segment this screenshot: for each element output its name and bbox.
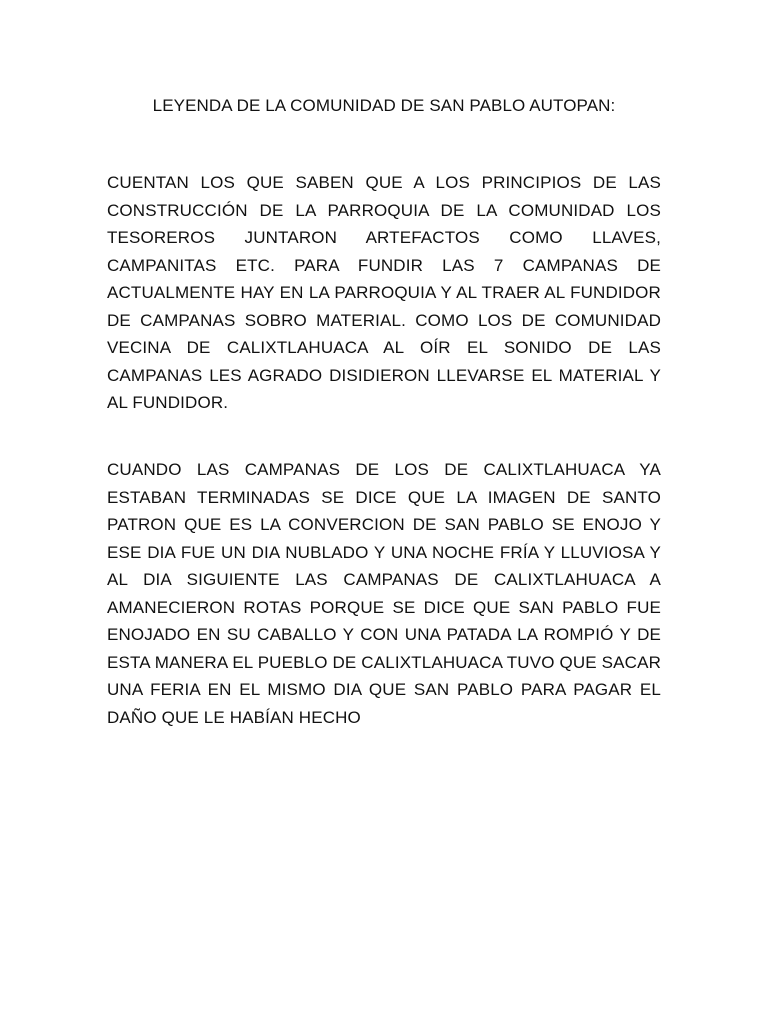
document-title: LEYENDA DE LA COMUNIDAD DE SAN PABLO AUTOPAN: bbox=[152, 96, 616, 115]
paragraph-1: CUENTAN LOS QUE SABEN QUE A LOS PRINCIPIOS DE LAS CONSTRUCCIÓN DE LA PARROQUIA DE LA COMUNIDAD LOS TESOREROS JUNTARON ARTEFACTOS COMO LLAVES, CAMPANITAS ETC. PARA FUNDIR LAS 7 CAMPANAS DE ACTUALMENTE HAY EN LA PARROQUIA Y AL TRAER AL FUNDIDOR DE CAMPANAS SOBRO MATERIAL. COMO LOS DE COMUNIDAD VECINA DE CALIXTLAHUACA AL OÍR EL SONIDO DE LAS CAMPANAS LES AGRADO DISIDIERON LLEVARSE EL MATERIAL Y AL FUNDIDOR. bbox=[107, 173, 661, 412]
paragraph-2: CUANDO LAS CAMPANAS DE LOS DE CALIXTLAHUACA YA ESTABAN TERMINADAS SE DICE QUE LA IMAGEN DE SANTO PATRON QUE ES LA CONVERCION DE SAN PABLO SE ENOJO Y ESE DIA FUE UN DIA NUBLADO Y UNA NOCHE FRÍA Y LLUVIOSA Y AL DIA SIGUIENTE LAS CAMPANAS DE CALIXTLAHUACA A AMANECIERON ROTAS PORQUE SE DICE QUE SAN PABLO FUE ENOJADO EN SU CABALLO Y CON UNA PATADA LA ROMPIÓ Y DE ESTA MANERA EL PUEBLO DE CALIXTLAHUACA TUVO QUE SACAR UNA FERIA EN EL MISMO DIA QUE SAN PABLO PARA PAGAR EL DAÑO QUE LE HABÍAN HECHO bbox=[107, 460, 661, 727]
